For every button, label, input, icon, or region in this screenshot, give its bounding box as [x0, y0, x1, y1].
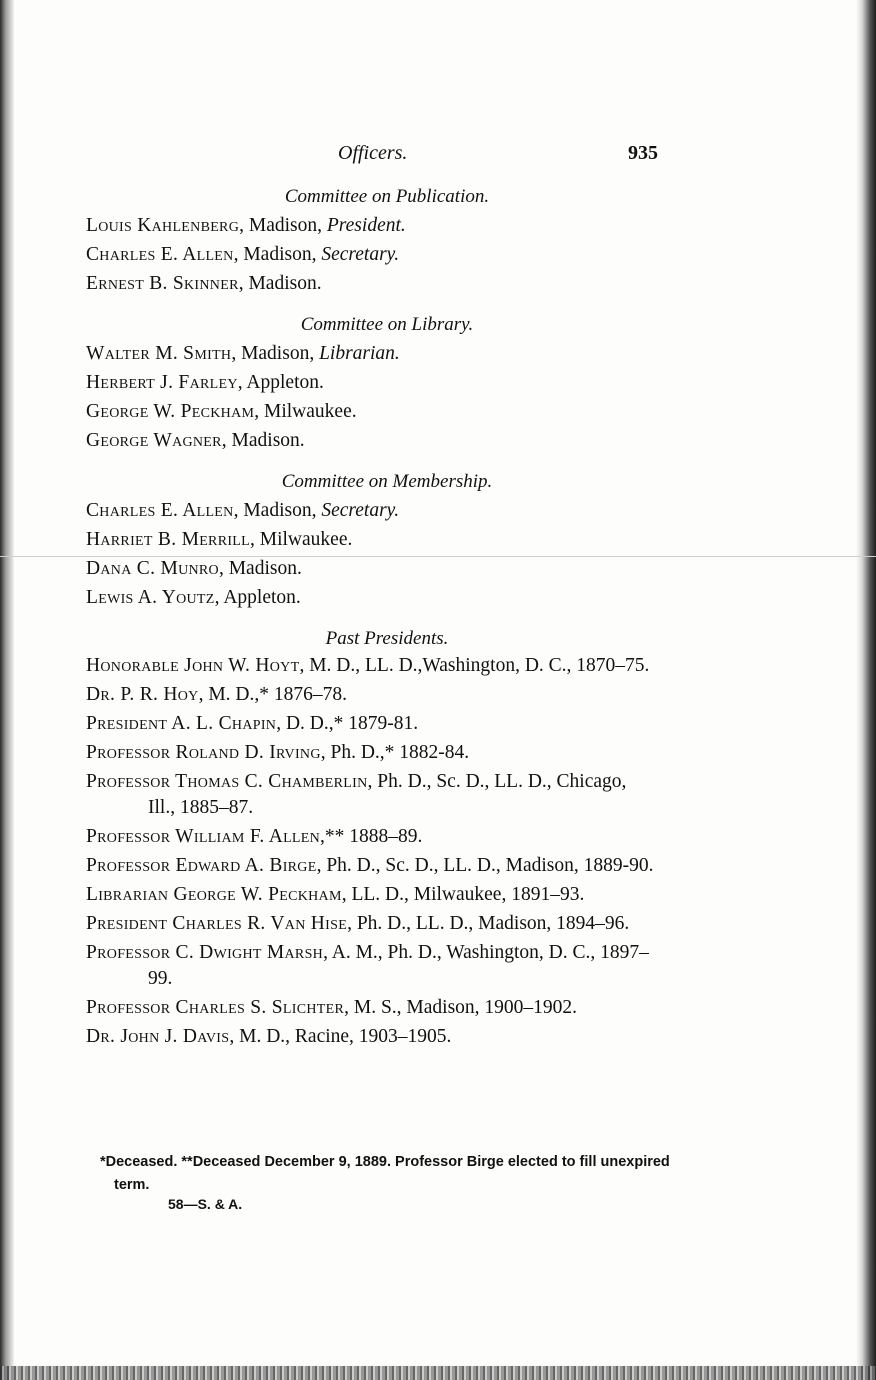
scan-left-edge [0, 0, 14, 1380]
president-name: President Charles R. Van Hise [86, 913, 348, 934]
member-entry [86, 554, 658, 583]
president-name: Professor Thomas C. Chamberlin [86, 771, 368, 792]
president-details: ,** 1888–89. [320, 826, 423, 847]
member-details: , Madison, [233, 244, 322, 265]
page-number: 935 [628, 142, 658, 164]
member-details: , Madison. [218, 558, 302, 579]
member-name: Charles E. Allen [86, 500, 234, 521]
president-details: , Ph. D.,* 1882-84. [320, 742, 470, 763]
section-heading: Committee on Library. [300, 314, 474, 335]
member-name: Louis Kahlenberg [86, 215, 240, 236]
member-entry [86, 211, 658, 240]
member-entry [86, 339, 658, 368]
member-role: President. [326, 215, 406, 236]
president-entry [86, 940, 658, 992]
past-presidents [86, 624, 658, 1050]
president-details: , M. D., LL. D.,Washington, D. C., 1870–75. [299, 655, 650, 676]
section-heading: Committee on Publication. [284, 186, 490, 207]
member-name: Dana C. Munro [86, 558, 219, 579]
member-role: Secretary. [321, 500, 400, 521]
library-committee [86, 310, 658, 455]
president-name: Professor Charles S. Slichter [86, 997, 345, 1018]
member-details: , Madison, [231, 343, 320, 364]
member-name: Charles E. Allen [86, 244, 234, 265]
membership-committee [86, 467, 658, 612]
member-details: , Madison, [239, 215, 327, 236]
member-entry [86, 426, 658, 455]
president-name: Honorable John W. Hoyt [86, 655, 300, 676]
section-heading: Past Presidents. [325, 628, 449, 649]
member-role: Secretary. [321, 244, 400, 265]
president-details: , Ph. D., Sc. D., LL. D., Madison, 1889-90. [316, 855, 654, 876]
member-entry [86, 525, 658, 554]
president-entry [86, 682, 658, 708]
running-head-title: Officers. [338, 142, 408, 164]
signature-mark: 58—S. & A. [168, 1196, 243, 1212]
president-details: , A. M., Ph. D., Washington, D. C., 1897–99. [148, 942, 649, 989]
publication-committee [86, 182, 658, 298]
president-entry [86, 882, 658, 908]
president-entry [86, 824, 658, 850]
president-entry [86, 853, 658, 879]
scan-bottom-edge [0, 1366, 876, 1380]
footnote: *Deceased. **Deceased December 9, 1889. Professor Birge elected to fill unexpired term. [100, 1154, 670, 1193]
member-entry [86, 397, 658, 426]
president-entry [86, 995, 658, 1021]
member-details: , Madison. [238, 273, 322, 294]
member-entry [86, 496, 658, 525]
president-entry [86, 1024, 658, 1050]
president-name: President A. L. Chapin [86, 713, 277, 734]
president-name: Dr. P. R. Hoy [86, 684, 199, 705]
member-name: Lewis A. Youtz [86, 587, 215, 608]
president-entry [86, 911, 658, 937]
president-details: , Ph. D., LL. D., Madison, 1894–96. [347, 913, 630, 934]
president-entry [86, 711, 658, 737]
member-details: , Madison, [233, 500, 322, 521]
president-entry [86, 740, 658, 766]
president-details: , Ph. D., Sc. D., LL. D., Chicago, Ill., 1885–87. [148, 771, 627, 818]
president-details: , M. D.,* 1876–78. [198, 684, 347, 705]
member-details: , Appleton. [214, 587, 301, 608]
member-entry [86, 240, 658, 269]
member-role: Librarian. [319, 343, 400, 364]
member-entry [86, 368, 658, 397]
member-name: Herbert J. Farley [86, 372, 238, 393]
president-details: , M. D., Racine, 1903–1905. [229, 1026, 452, 1047]
member-details: , Appleton. [237, 372, 324, 393]
member-entry [86, 583, 658, 612]
president-entry [86, 769, 658, 821]
member-name: Walter M. Smith [86, 343, 232, 364]
president-entry [86, 653, 658, 679]
president-name: Librarian George W. Peckham [86, 884, 342, 905]
member-name: George W. Peckham [86, 401, 255, 422]
section-heading: Committee on Membership. [281, 471, 493, 492]
member-entry [86, 269, 658, 298]
page-body [86, 140, 658, 1053]
running-head [86, 140, 658, 176]
president-name: Professor C. Dwight Marsh [86, 942, 324, 963]
president-name: Professor Edward A. Birge [86, 855, 317, 876]
president-details: , D. D.,* 1879-81. [276, 713, 419, 734]
member-details: , Milwaukee. [250, 529, 353, 550]
president-name: Professor William F. Allen [86, 826, 321, 847]
member-name: George Wagner [86, 430, 222, 451]
president-details: , LL. D., Milwaukee, 1891–93. [341, 884, 585, 905]
member-name: Harriet B. Merrill [86, 529, 250, 550]
scan-right-edge [856, 0, 876, 1380]
member-name: Ernest B. Skinner [86, 273, 239, 294]
president-name: Professor Roland D. Irving [86, 742, 321, 763]
president-details: , M. S., Madison, 1900–1902. [344, 997, 578, 1018]
president-name: Dr. John J. Davis [86, 1026, 230, 1047]
member-details: , Milwaukee. [254, 401, 357, 422]
member-details: , Madison. [221, 430, 305, 451]
